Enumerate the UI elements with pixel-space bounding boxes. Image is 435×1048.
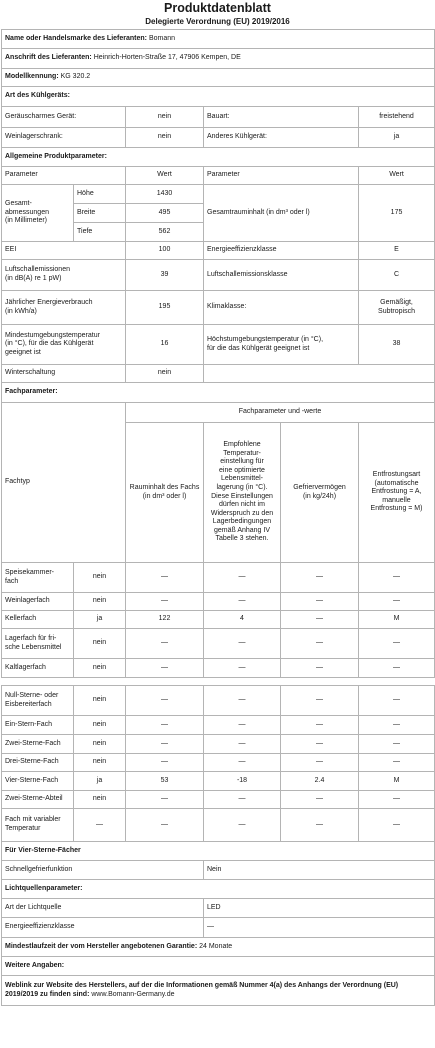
compartment-present: nein — [74, 563, 126, 593]
dimension-row — [2, 185, 435, 204]
more-info-row — [2, 957, 435, 976]
general-heading-row — [2, 148, 435, 167]
compartment-present: nein — [74, 791, 126, 809]
compartment-name: Vier-Sterne-Fach — [2, 772, 74, 791]
noise-row — [2, 260, 435, 291]
dimension-value: 495 — [126, 204, 204, 223]
compartment-defrost-type: — — [359, 754, 435, 772]
warranty-value: 24 Monate — [199, 942, 233, 950]
compartment-defrost-type: — — [359, 629, 435, 659]
compartment-name: Drei-Sterne-Fach — [2, 754, 74, 772]
compartment-volume: — — [126, 791, 204, 809]
compartment-temperature: — — [204, 716, 281, 735]
compartment-freezing-capacity: — — [281, 629, 359, 659]
column-header: Wert — [359, 167, 435, 185]
max-temp-value: 38 — [359, 325, 435, 365]
compartment-heading-row — [2, 383, 435, 403]
compartment-freezing-capacity: — — [281, 659, 359, 678]
noise-class-value: C — [359, 260, 435, 291]
weblink-value[interactable]: www.Bomann-Germany.de — [91, 990, 175, 998]
energy-row — [2, 291, 435, 325]
max-temp-label: Höchstumgebungstemperatur (in °C), für die das Kühlgerät geeignet ist — [204, 325, 359, 365]
compartment-freezing-capacity: — — [281, 686, 359, 716]
light-heading: Lichtquellenparameter: — [2, 880, 435, 899]
compartment-temperature: — — [204, 563, 281, 593]
compartment-group-2 — [2, 686, 435, 842]
compartment-freezing-capacity: — — [281, 593, 359, 611]
type-heading-row — [2, 87, 435, 107]
light-type-value: LED — [204, 899, 435, 918]
compartment-volume: — — [126, 563, 204, 593]
type-label: Anderes Kühlgerät: — [204, 128, 359, 148]
compartment-name: Lagerfach für fri- sche Lebensmittel — [2, 629, 74, 659]
column-header: Wert — [126, 167, 204, 185]
column-header: Rauminhalt des Fachs (in dm³ oder l) — [126, 423, 204, 563]
compartment-name: Null-Sterne- oder Eisbereiterfach — [2, 686, 74, 716]
compartment-volume: — — [126, 593, 204, 611]
dimension-label: Höhe — [74, 185, 126, 204]
compartment-freezing-capacity: — — [281, 791, 359, 809]
compartment-name: Zwei-Sterne-Abteil — [2, 791, 74, 809]
efficiency-class-value: E — [359, 242, 435, 260]
compartment-heading: Fachparameter: — [2, 383, 435, 403]
compartment-present: nein — [74, 716, 126, 735]
supplier-address-value: Heinrich-Horten-Straße 17, 47906 Kempen, DE — [93, 54, 241, 62]
compartment-row — [2, 659, 435, 678]
type-heading: Art des Kühlgeräts: — [2, 87, 435, 107]
light-type-label: Art der Lichtquelle — [2, 899, 204, 918]
more-info-heading: Weitere Angaben: — [2, 957, 435, 976]
sheet-header — [0, 0, 435, 27]
model-value: KG 320.2 — [60, 73, 91, 81]
compartment-name: Weinlagerfach — [2, 593, 74, 611]
light-class-label: Energieeffizienzklasse — [2, 918, 204, 938]
compartment-row — [2, 686, 435, 716]
type-row-2 — [2, 128, 435, 148]
compartment-name: Kellerfach — [2, 611, 74, 629]
compartment-row — [2, 611, 435, 629]
compartment-type-header: Fachtyp — [2, 403, 126, 563]
compartment-temperature: 4 — [204, 611, 281, 629]
compartment-row — [2, 563, 435, 593]
compartment-temperature: — — [204, 754, 281, 772]
four-star-heading: Für Vier-Sterne-Fächer — [2, 842, 435, 861]
compartment-present: nein — [74, 754, 126, 772]
empty-cell — [204, 365, 435, 383]
compartment-group-header: Fachparameter und -werte — [126, 403, 435, 423]
compartment-defrost-type: M — [359, 611, 435, 629]
compartment-name: Ein-Stern-Fach — [2, 716, 74, 735]
winter-label: Winterschaltung — [2, 365, 126, 383]
supplier-name-label: Name oder Handelsmarke des Lieferanten: — [5, 34, 147, 42]
eei-value: 100 — [126, 242, 204, 260]
compartment-temperature: — — [204, 791, 281, 809]
compartment-name: Speisekammer- fach — [2, 563, 74, 593]
energy-value: 195 — [126, 291, 204, 325]
type-value: freistehend — [359, 107, 435, 128]
warranty-label: Mindestlaufzeit der vom Hersteller angebotenen Garantie: — [5, 942, 198, 950]
winter-row — [2, 365, 435, 383]
compartment-defrost-type: — — [359, 809, 435, 842]
dimension-value: 1430 — [126, 185, 204, 204]
compartment-temperature: — — [204, 686, 281, 716]
compartment-row — [2, 735, 435, 754]
type-label: Bauart: — [204, 107, 359, 128]
page-title: Produktdatenblatt — [164, 1, 271, 15]
compartment-row — [2, 593, 435, 611]
column-header: Gefriervermögen (in kg/24h) — [281, 423, 359, 563]
compartment-volume: — — [126, 686, 204, 716]
compartment-row — [2, 772, 435, 791]
compartment-volume: — — [126, 754, 204, 772]
compartment-volume: — — [126, 809, 204, 842]
light-class-row — [2, 918, 435, 938]
data-table — [1, 29, 435, 1006]
general-heading: Allgemeine Produktparameter: — [2, 148, 435, 167]
page-subtitle: Delegierte Verordnung (EU) 2019/2016 — [145, 17, 290, 26]
four-star-heading-row — [2, 842, 435, 861]
column-header: Parameter — [2, 167, 126, 185]
supplier-name-row — [2, 30, 435, 49]
weblink-label: Weblink zur Website des Herstellers, auf der die Informationen gemäß Nummer 4(a) des Anhangs der Verordnung (EU) 2019/2019 zu finden sind: — [5, 981, 399, 998]
compartment-group-header-row — [2, 403, 435, 423]
dimensions-label: Gesamt- abmessungen (in Millimeter) — [2, 185, 74, 242]
compartment-row — [2, 754, 435, 772]
supplier-address-label: Anschrift des Lieferanten: — [5, 54, 92, 62]
noise-value: 39 — [126, 260, 204, 291]
compartment-volume: — — [126, 735, 204, 754]
compartment-freezing-capacity: — — [281, 809, 359, 842]
quick-freeze-value: Nein — [204, 861, 435, 880]
volume-label: Gesamtrauminhalt (in dm³ oder l) — [204, 185, 359, 242]
compartment-freezing-capacity: — — [281, 735, 359, 754]
eei-row — [2, 242, 435, 260]
min-temp-value: 16 — [126, 325, 204, 365]
energy-label: Jährlicher Energieverbrauch (in kWh/a) — [2, 291, 126, 325]
compartment-row — [2, 716, 435, 735]
type-value: nein — [126, 107, 204, 128]
compartment-defrost-type: — — [359, 563, 435, 593]
eei-label: EEI — [2, 242, 126, 260]
compartment-temperature: — — [204, 735, 281, 754]
compartment-temperature: — — [204, 593, 281, 611]
column-header: Empfohlene Temperatur- einstellung für eine optimierte Lebensmittel- lagerung (in °C). Diese Einstellungen dürfen nicht im Widerspruch zu den Lagerbedingungen gemäß Anhang IV Tabelle 3 stehen. — [204, 423, 281, 563]
compartment-row — [2, 629, 435, 659]
compartment-present: nein — [74, 593, 126, 611]
compartment-row — [2, 809, 435, 842]
general-header-row — [2, 167, 435, 185]
volume-value: 175 — [359, 185, 435, 242]
type-row-1 — [2, 107, 435, 128]
compartment-present: nein — [74, 659, 126, 678]
model-label: Modellkennung: — [5, 73, 59, 81]
type-label: Weinlagerschrank: — [2, 128, 126, 148]
compartment-defrost-type: M — [359, 772, 435, 791]
type-value: nein — [126, 128, 204, 148]
compartment-defrost-type: — — [359, 686, 435, 716]
compartment-defrost-type: — — [359, 593, 435, 611]
compartment-defrost-type: — — [359, 791, 435, 809]
compartment-name: Zwei-Sterne-Fach — [2, 735, 74, 754]
compartment-present: ja — [74, 611, 126, 629]
compartment-present: nein — [74, 629, 126, 659]
compartment-freezing-capacity: — — [281, 611, 359, 629]
table-gap — [2, 678, 435, 686]
column-header: Parameter — [204, 167, 359, 185]
compartment-freezing-capacity: — — [281, 716, 359, 735]
compartment-defrost-type: — — [359, 735, 435, 754]
quick-freeze-label: Schnellgefrierfunktion — [2, 861, 204, 880]
compartment-present: ja — [74, 772, 126, 791]
type-label: Geräuscharmes Gerät: — [2, 107, 126, 128]
dimension-value: 562 — [126, 223, 204, 242]
compartment-name: Kaltlagerfach — [2, 659, 74, 678]
model-row — [2, 69, 435, 87]
compartment-name: Fach mit variabler Temperatur — [2, 809, 74, 842]
compartment-temperature: -18 — [204, 772, 281, 791]
compartment-group-1 — [2, 563, 435, 678]
winter-value: nein — [126, 365, 204, 383]
warranty-row — [2, 938, 435, 957]
compartment-volume: — — [126, 716, 204, 735]
supplier-address-row — [2, 49, 435, 69]
compartment-present: nein — [74, 735, 126, 754]
compartment-defrost-type: — — [359, 659, 435, 678]
min-temp-label: Mindestumgebungstemperatur (in °C), für die das Kühlgerät geeignet ist — [2, 325, 126, 365]
compartment-freezing-capacity: 2.4 — [281, 772, 359, 791]
compartment-present: — — [74, 809, 126, 842]
compartment-freezing-capacity: — — [281, 563, 359, 593]
compartment-temperature: — — [204, 659, 281, 678]
compartment-freezing-capacity: — — [281, 754, 359, 772]
climate-label: Klimaklasse: — [204, 291, 359, 325]
dimension-label: Tiefe — [74, 223, 126, 242]
compartment-temperature: — — [204, 629, 281, 659]
weblink-row — [2, 976, 435, 1006]
compartment-row — [2, 791, 435, 809]
compartment-volume: 122 — [126, 611, 204, 629]
supplier-name-value: Bomann — [148, 34, 176, 42]
column-header: Entfrostungsart (automatische Entfrostung = A, manuelle Entfrostung = M) — [359, 423, 435, 563]
dimension-label: Breite — [74, 204, 126, 223]
compartment-temperature: — — [204, 809, 281, 842]
compartment-volume: 53 — [126, 772, 204, 791]
climate-value: Gemäßigt, Subtropisch — [359, 291, 435, 325]
compartment-present: nein — [74, 686, 126, 716]
noise-label: Luftschallemissionen (in dB(A) re 1 pW) — [2, 260, 126, 291]
compartment-volume: — — [126, 629, 204, 659]
type-value: ja — [359, 128, 435, 148]
noise-class-label: Luftschallemissionsklasse — [204, 260, 359, 291]
light-type-row — [2, 899, 435, 918]
light-heading-row — [2, 880, 435, 899]
quick-freeze-row — [2, 861, 435, 880]
compartment-volume: — — [126, 659, 204, 678]
light-class-value: — — [204, 918, 435, 938]
temperature-row — [2, 325, 435, 365]
efficiency-class-label: Energieeffizienzklasse — [204, 242, 359, 260]
compartment-defrost-type: — — [359, 716, 435, 735]
